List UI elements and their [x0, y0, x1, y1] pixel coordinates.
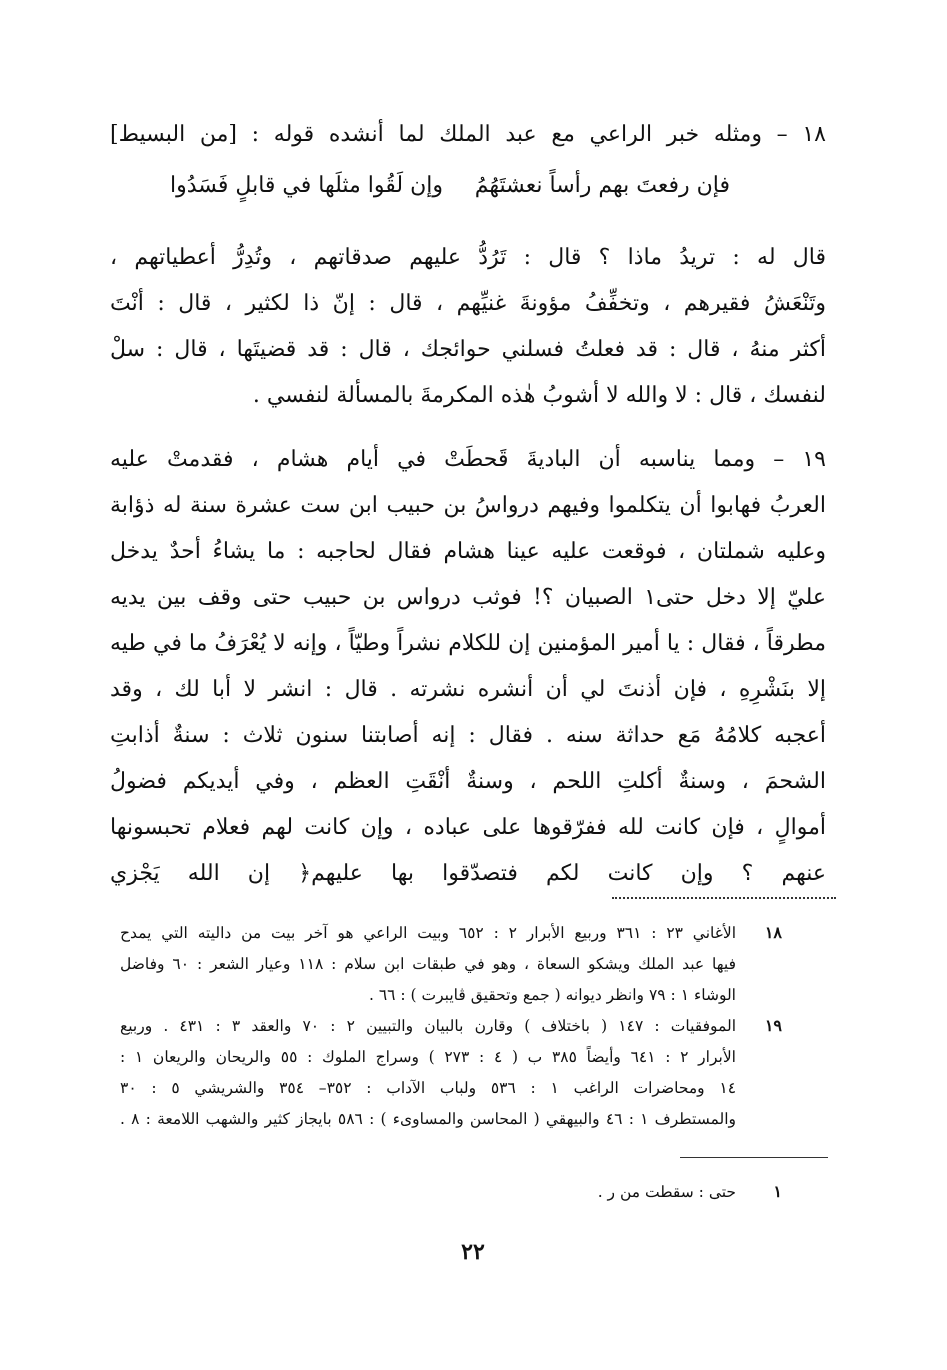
section-18-line-2: وتَنْعَشُ فقيرهم ، وتخفِّفُ مؤونةَ غنيِّهم ، قال : إنّ ذا لكثير ، قال : أنْتَ [110, 291, 826, 316]
footnote-18-line-1: الأغاني ٢٣ : ٣٦١ وربيع الأبرار ٢ : ٦٥٢ وبيت الراعي هو آخر بيت من داليته التي يمدح [120, 924, 737, 942]
section-18-line-3: أكثر منهُ ، قال : قد فعلتُ فسلني حوائجك ، قال : قد قضيتَها ، قال : سلْ [110, 337, 826, 362]
footnote-19-line-4: والمستطرف ١ : ٤٦ والبيهقي ( المحاسن والمساوىء ) : ٥٨٦ بايجاز كثير والشهب اللامعة : ٨ . [120, 1110, 736, 1128]
apparatus-text: حتى : سقطت من ر . [597, 1183, 736, 1201]
apparatus-separator [680, 1157, 828, 1158]
verse-first-hemistich: فإن رفعتَ بهم رأساً نعشتَهُمُ [474, 173, 730, 198]
section-19-line-1: ١٩ – ومما يناسبه أن الباديةَ قَحطَتْ في أيام هشام ، فقدمتْ عليه [110, 447, 826, 472]
section-19-line-7: أعجبه كلامُهُ مَع حداثة سنه . فقال : إنه أصابتنا سنون ثلاث : سنةٌ أذابتِ [110, 723, 826, 748]
footnote-18-number: ١٨ [764, 923, 782, 942]
page-number: ٢٢ [461, 1239, 485, 1265]
footnote-separator [612, 897, 836, 899]
section-19-line-10: عنهم ؟ وإن كانت لكم فتصدّقوا بها عليهم﴿ إن الله يَجْزي [110, 861, 826, 886]
footnote-19-line-3: ١٤ ومحاضرات الراغب ١ : ٥٣٦ ولباب الآداب : ٣٥٢– ٣٥٤ والشريشي ٥ : ٣٠ [120, 1079, 737, 1097]
section-19-line-5: مطرقاً ، فقال : يا أمير المؤمنين إن للكلام نشراً وطيّاً ، وإنه لا يُعْرَفُ ما في طيه [110, 631, 826, 656]
footnote-18-line-3: الوشاء ١ : ٧٩ وانظر ديوانه ( جمع وتحقيق ڤايبرت ) : ٦٦ . [368, 986, 736, 1004]
section-18-line-1: قال له : تريدُ ماذا ؟ قال : تَرُدُّ عليهم صدقاتهم ، وتُدِرُّ أعطياتهم ، [110, 245, 826, 270]
footnote-19-line-2: الأبرار ٢ : ٦٤١ وأيضاً ٣٨٥ ب ( ٤ : ٢٧٣ ) وسراج الملوك : ٥٥ والريحان والريعان ١ : [120, 1048, 736, 1066]
verse-second-hemistich: وإن لَقُوا مثلَها في قابلٍ فَسَدُوا [170, 173, 444, 198]
section-19-line-4: عليّ إلا دخل حتى١ الصبيان ؟! فوثب درواس بن حبيب حتى وقف بين يديه [110, 585, 826, 610]
section-19-line-2: العربُ فهابوا أن يتكلموا وفيهم درواسُ بن حبيب ابن ست عشرة سنة له ذؤابة [110, 493, 826, 518]
section-19-line-3: وعليه شملتان ، فوقعت عليه عينا هشام فقال لحاجبه : ما يشاءُ أحدٌ يدخل [110, 539, 826, 564]
footnote-18-line-2: فيها عبد الملك ويشكو السعاة ، وهو في طبقات ابن سلام : ١١٨ وعيار الشعر : ٦٠ وفاضل [120, 955, 736, 973]
verse [170, 166, 730, 206]
apparatus-number: ١ [773, 1182, 782, 1201]
section-18-heading: ١٨ – ومثله خبر الراعي مع عبد الملك لما أنشده قوله : [من البسيط] [110, 122, 826, 147]
section-19-line-8: الشحمَ ، وسنةٌ أكلتِ اللحم ، وسنةٌ أنْقَتِ العظم ، وفي أيديكم فضولُ [110, 769, 826, 794]
section-19-line-6: إلا بنَشْرِهِ ، فإن أذنتَ لي أن أنشره نشرته . قال : انشر لا أبا لك ، وقد [110, 677, 826, 702]
section-18-line-4: لنفسك ، قال : لا والله لا أشوبُ هٰذه المكرمةَ بالمسألة لنفسي . [252, 383, 826, 408]
footnote-19-number: ١٩ [764, 1016, 782, 1035]
section-19-line-9: أموالٍ ، فإن كانت لله ففرّقوها على عباده ، وإن كانت لهم فعلام تحبسونها [110, 815, 826, 840]
footnote-19-line-1: الموفقيات : ١٤٧ ( باختلاف ) وقارن بالبيان والتبيين ٢ : ٧٠ والعقد ٣ : ٤٣١ . وربيع [120, 1017, 737, 1035]
